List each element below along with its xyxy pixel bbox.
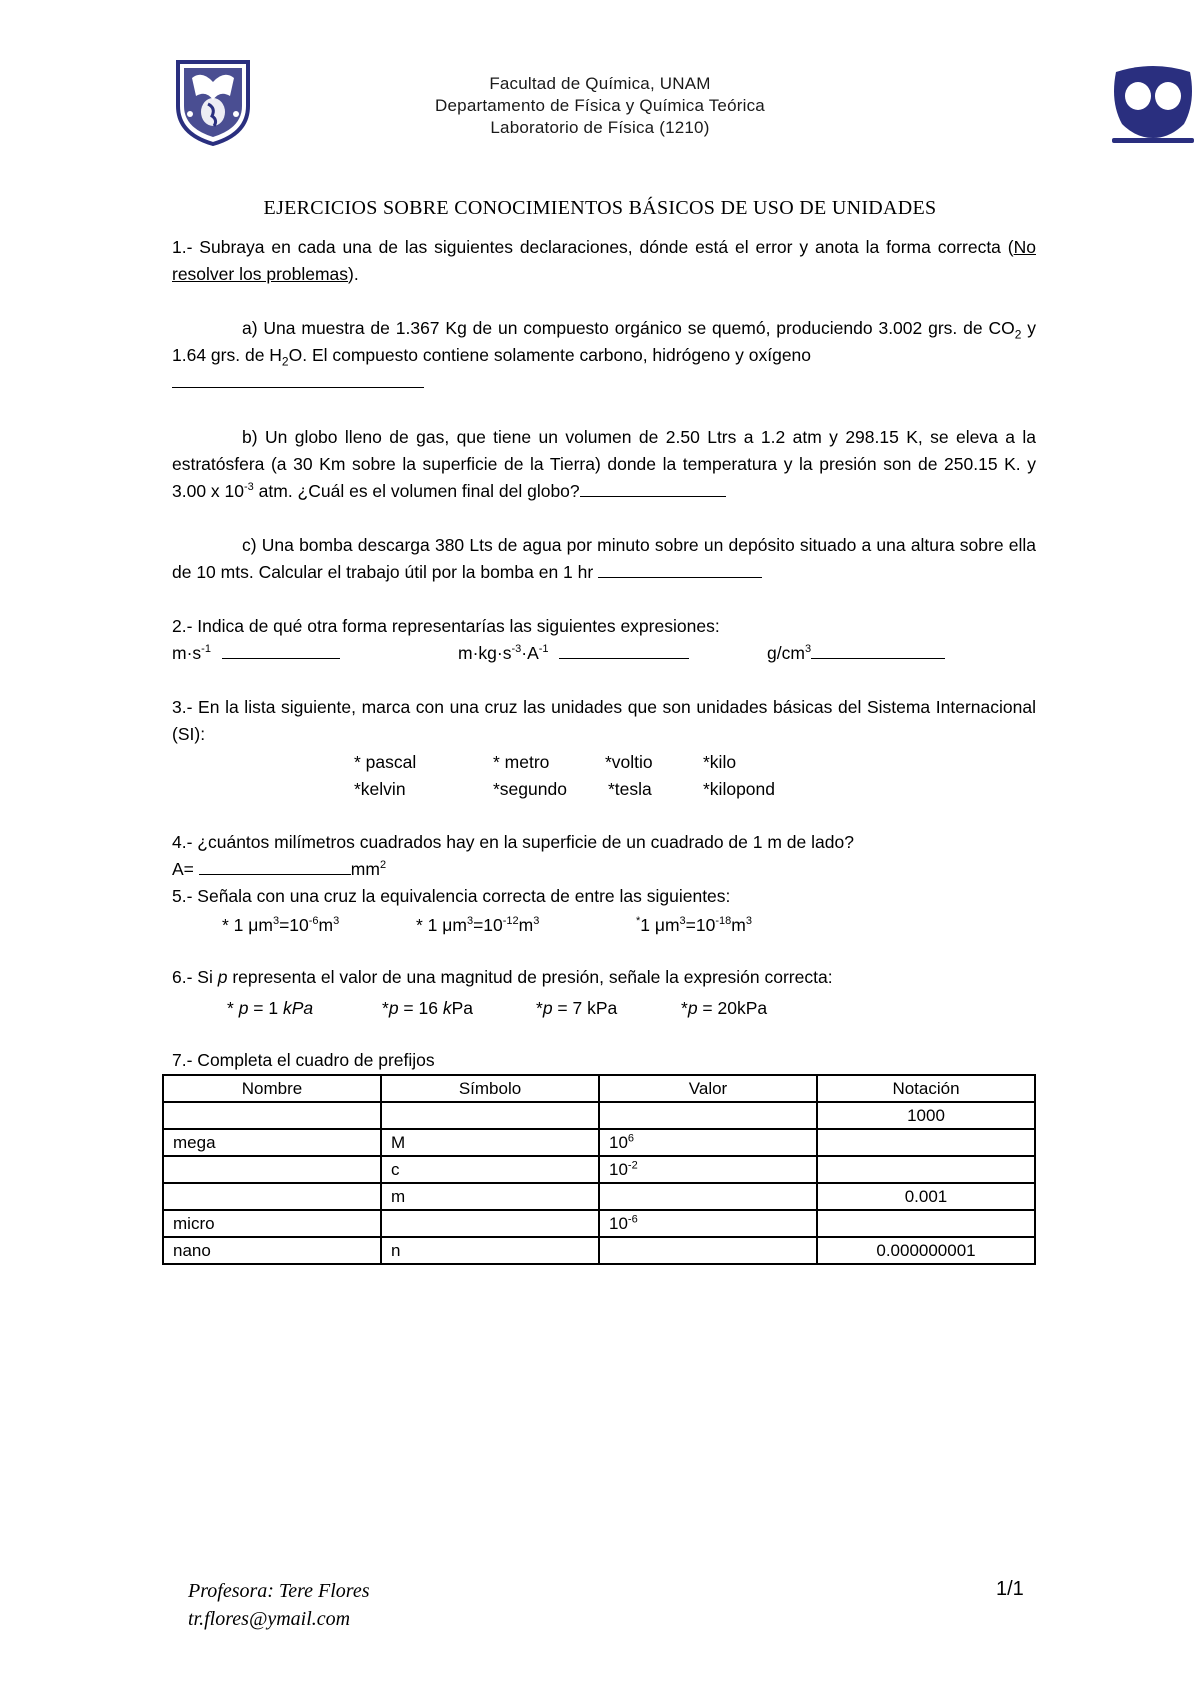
- q5-o1-cube: 3: [272, 915, 280, 928]
- cell-symbol[interactable]: M: [381, 1129, 599, 1156]
- prefix-table: [162, 1074, 1036, 1265]
- col-header-symbol: Símbolo: [381, 1075, 599, 1102]
- cell-notation[interactable]: [817, 1129, 1035, 1156]
- equivalence-option-1[interactable]: [222, 915, 339, 936]
- pressure-option-2[interactable]: [382, 998, 473, 1019]
- q5-o1-c: m: [318, 915, 334, 935]
- q2-text: Indica de qué otra forma representarías las siguientes expresiones:: [192, 616, 720, 636]
- q5-o1-a: * 1 μm: [222, 915, 273, 935]
- cell-name[interactable]: [163, 1183, 381, 1210]
- q6-o1-a: *: [227, 998, 239, 1018]
- q6-o1-b: = 1: [248, 998, 283, 1018]
- pressure-option-3[interactable]: [536, 998, 617, 1019]
- cell-value[interactable]: [599, 1129, 817, 1156]
- q6-text-1: Si: [192, 967, 218, 987]
- cell-notation[interactable]: 0.000000001: [817, 1237, 1035, 1264]
- q1-note: No resolver los problemas: [172, 237, 1036, 284]
- header-laboratory: Laboratorio de Física (1210): [490, 118, 710, 137]
- cell-name[interactable]: micro: [163, 1210, 381, 1237]
- cell-notation[interactable]: 1000: [817, 1102, 1035, 1129]
- q4-number: 4.-: [172, 832, 193, 852]
- q5-o2-exp: -12: [502, 915, 519, 928]
- q5-o2-cube: 3: [466, 915, 474, 928]
- q2-e3-sup: 3: [804, 643, 812, 656]
- question-1c: [172, 532, 1036, 586]
- q6-o2-p: p: [388, 998, 399, 1018]
- q6-o1-p: p: [238, 998, 249, 1018]
- q5-o2-a: * 1 μm: [416, 915, 467, 935]
- q6-o3-a: *: [536, 998, 543, 1018]
- q1a-text-1: a) Una muestra de 1.367 Kg de un compuesto orgánico se quemó, produciendo 3.002 grs. de CO: [242, 318, 1015, 338]
- q5-text: Señala con una cruz la equivalencia correcta de entre las siguientes:: [192, 886, 731, 906]
- cell-value[interactable]: [599, 1102, 817, 1129]
- q5-o3-cube-2: 3: [745, 915, 752, 928]
- unit-option[interactable]: * metro: [493, 752, 550, 772]
- q2-answer-line-3[interactable]: [811, 640, 945, 659]
- q2-e1-sup: -1: [201, 643, 211, 656]
- pressure-option-1[interactable]: [227, 998, 313, 1019]
- q1a-sub-2: 2: [281, 354, 289, 369]
- cell-notation[interactable]: 0.001: [817, 1183, 1035, 1210]
- q5-o3-a: 1 μm: [640, 915, 680, 935]
- q3-text: En la lista siguiente, marca con una cruz las unidades que son unidades básicas del Sistema Internacional (SI):: [172, 697, 1036, 744]
- q6-o2-c: k: [442, 998, 452, 1018]
- page-title: EJERCICIOS SOBRE CONOCIMIENTOS BÁSICOS DE USO DE UNIDADES: [263, 197, 937, 219]
- q2-number: 2.-: [172, 616, 193, 636]
- q1c-answer-line[interactable]: [598, 559, 762, 578]
- unit-option[interactable]: *kilo: [703, 752, 737, 772]
- q1b-answer-line[interactable]: [580, 478, 726, 497]
- prefix-table-header: [163, 1075, 1035, 1102]
- q1-number: 1.-: [172, 237, 193, 257]
- unit-option[interactable]: *segundo: [493, 779, 567, 799]
- equivalence-option-3[interactable]: [636, 915, 752, 936]
- q2-expression-3: [767, 640, 945, 667]
- table-row: [163, 1183, 1035, 1210]
- q5-o3-cube: 3: [679, 915, 686, 928]
- question-6: [172, 964, 1036, 991]
- cell-value[interactable]: [599, 1183, 817, 1210]
- q5-o1-cube-2: 3: [333, 915, 340, 928]
- q5-o3-c: m: [731, 915, 746, 935]
- footer-professor: Profesora: Tere Flores: [188, 1580, 370, 1602]
- q2-e2-mid: ·A: [521, 643, 539, 663]
- q6-p: p: [217, 967, 228, 987]
- table-row: [163, 1129, 1035, 1156]
- q1-close: ).: [348, 264, 359, 284]
- q2-e2: m·kg·s: [458, 643, 512, 663]
- cell-name[interactable]: [163, 1102, 381, 1129]
- question-4: [172, 829, 1036, 856]
- cell-value-exp: -2: [627, 1158, 638, 1171]
- unit-option[interactable]: *tesla: [608, 779, 652, 799]
- q6-o2-d: Pa: [451, 998, 473, 1018]
- table-row: [163, 1237, 1035, 1264]
- q6-number: 6.-: [172, 967, 193, 987]
- cell-value[interactable]: [599, 1237, 817, 1264]
- cell-notation[interactable]: [817, 1210, 1035, 1237]
- col-header-value: Valor: [599, 1075, 817, 1102]
- q1-text: Subraya en cada una de las siguientes declaraciones, dónde está el error y anota la forma correcta (: [192, 237, 1014, 257]
- q6-o4-b: = 20kPa: [697, 998, 768, 1018]
- unit-option[interactable]: *kilopond: [703, 779, 775, 799]
- q6-o4-a: *: [681, 998, 688, 1018]
- cell-name[interactable]: mega: [163, 1129, 381, 1156]
- col-header-notation: Notación: [817, 1075, 1035, 1102]
- cell-symbol[interactable]: [381, 1210, 599, 1237]
- q5-o3-star: *: [636, 915, 641, 928]
- q1b-text-2: atm. ¿Cuál es el volumen final del globo?: [253, 481, 580, 501]
- q6-o2-b: = 16: [398, 998, 443, 1018]
- question-1a: [172, 315, 1036, 396]
- table-row: [163, 1210, 1035, 1237]
- unam-seal-icon: [172, 56, 254, 146]
- q6-o2-a: *: [382, 998, 389, 1018]
- cell-value-base: 10: [609, 1132, 628, 1152]
- q5-o2-c: m: [518, 915, 534, 935]
- q5-o2-b: =10: [473, 915, 503, 935]
- cell-value-exp: 6: [627, 1131, 635, 1144]
- fq-owl-logo-icon: [1110, 62, 1196, 146]
- q5-o1-b: =10: [279, 915, 309, 935]
- question-1: [172, 234, 1036, 288]
- q2-answer-line-1[interactable]: [222, 640, 340, 659]
- q2-answer-line-2[interactable]: [559, 640, 689, 659]
- cell-notation[interactable]: [817, 1156, 1035, 1183]
- q2-expression-1: [172, 640, 340, 667]
- cell-value[interactable]: [599, 1156, 817, 1183]
- cell-name[interactable]: nano: [163, 1237, 381, 1264]
- cell-value-base: 10: [609, 1159, 628, 1179]
- cell-symbol[interactable]: [381, 1102, 599, 1129]
- q6-o1-c: kPa: [282, 998, 314, 1018]
- q2-e2-sup-1: -3: [511, 643, 522, 656]
- cell-symbol[interactable]: c: [381, 1156, 599, 1183]
- q7-number: 7.-: [172, 1050, 193, 1070]
- q1b-text-1: b) Un globo lleno de gas, que tiene un volumen de 2.50 Ltrs a 1.2 atm y 298.15 K, se eleva a la estratósfera (a 30 Km sobre la superficie de la Tierra) donde la temperatura y la presión son de 250.15 K. y 3.00 x 10: [172, 427, 1036, 501]
- q6-o3-b: = 7 kPa: [552, 998, 618, 1018]
- question-7: [172, 1047, 1036, 1074]
- q2-e1: m·s: [172, 643, 202, 663]
- table-row: [163, 1156, 1035, 1183]
- q6-o3-p: p: [542, 998, 553, 1018]
- cell-value[interactable]: [599, 1210, 817, 1237]
- q1a-sub-1: 2: [1014, 327, 1022, 342]
- question-1b: [172, 424, 1036, 505]
- unit-option[interactable]: *kelvin: [354, 779, 406, 799]
- q4-unit-sup: 2: [379, 859, 387, 872]
- q4-answer-line[interactable]: [199, 856, 351, 875]
- header-faculty: Facultad de Química, UNAM: [489, 74, 711, 93]
- q3-number: 3.-: [172, 697, 193, 717]
- q5-o2-cube-2: 3: [533, 915, 540, 928]
- q4-answer: [172, 856, 386, 883]
- q7-text: Completa el cuadro de prefijos: [192, 1050, 435, 1070]
- cell-symbol[interactable]: m: [381, 1183, 599, 1210]
- table-row: [163, 1102, 1035, 1129]
- q1a-text-3: O. El compuesto contiene solamente carbono, hidrógeno y oxígeno: [288, 345, 812, 365]
- q5-o1-exp: -6: [308, 915, 319, 928]
- q1b-sup: -3: [244, 481, 254, 494]
- equivalence-option-2[interactable]: [416, 915, 539, 936]
- q2-e2-sup-2: -1: [538, 643, 549, 656]
- question-2: [172, 613, 1036, 640]
- q4-text: ¿cuántos milímetros cuadrados hay en la superficie de un cuadrado de 1 m de lado?: [192, 832, 854, 852]
- header-department: Departamento de Física y Química Teórica: [435, 96, 765, 115]
- q2-expression-2: [458, 640, 689, 667]
- cell-value-exp: -6: [627, 1212, 638, 1225]
- q4-unit: mm: [350, 859, 380, 879]
- q1a-answer-line[interactable]: [172, 369, 424, 388]
- col-header-name: Nombre: [163, 1075, 381, 1102]
- q1c-text: c) Una bomba descarga 380 Lts de agua por minuto sobre un depósito situado a una altura sobre ella de 10 mts. Calcular el trabajo útil por la bomba en 1 hr: [172, 535, 1036, 582]
- cell-value-base: 10: [609, 1213, 628, 1233]
- q1a-text-2: y 1.64 grs. de H: [172, 318, 1036, 365]
- pressure-option-4[interactable]: [681, 998, 767, 1019]
- unit-option[interactable]: * pascal: [354, 752, 417, 772]
- q6-text-2: representa el valor de una magnitud de presión, señale la expresión correcta:: [227, 967, 833, 987]
- q2-e3: g/cm: [767, 643, 805, 663]
- cell-symbol[interactable]: n: [381, 1237, 599, 1264]
- q4-label: A=: [172, 859, 194, 879]
- page-number: 1/1: [996, 1578, 1024, 1600]
- footer-email[interactable]: tr.flores@ymail.com: [188, 1608, 351, 1630]
- q5-o3-b: =10: [685, 915, 716, 935]
- question-5: [172, 883, 1036, 910]
- cell-name[interactable]: [163, 1156, 381, 1183]
- q5-o3-exp: -18: [715, 915, 732, 928]
- unit-option[interactable]: *voltio: [605, 752, 653, 772]
- q6-o4-p: p: [687, 998, 698, 1018]
- question-3: [172, 694, 1036, 748]
- q5-number: 5.-: [172, 886, 193, 906]
